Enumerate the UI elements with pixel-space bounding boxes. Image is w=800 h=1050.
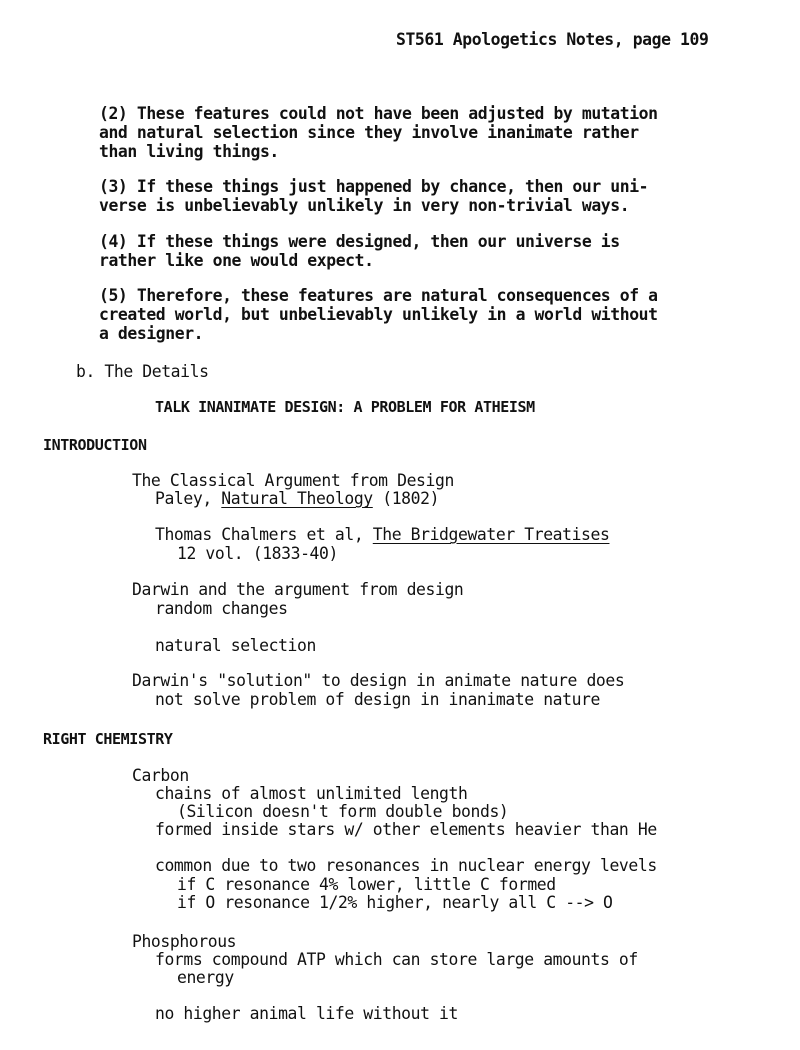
carbon: Carbon [132, 766, 189, 785]
o-resonance: if O resonance 1/2% higher, nearly all C --> O [177, 893, 613, 912]
point-line: (2) These features could not have been adjusted by mutation [99, 104, 658, 123]
point-line: and natural selection since they involve inanimate rather [99, 123, 639, 142]
classical-argument: The Classical Argument from Design [132, 471, 454, 490]
right-chemistry-heading: RIGHT CHEMISTRY [43, 730, 173, 748]
page-header: ST561 Apologetics Notes, page 109 [396, 30, 709, 49]
phosphorous: Phosphorous [132, 932, 237, 951]
introduction-heading: INTRODUCTION [43, 436, 147, 454]
paley-prefix: Paley, [155, 489, 222, 508]
chalmers-volumes: 12 vol. (1833-40) [177, 544, 338, 563]
paley-year: (1802) [372, 489, 440, 508]
talk-title: TALK INANIMATE DESIGN: A PROBLEM FOR ATHEISM [155, 398, 535, 416]
no-higher-life: no higher animal life without it [155, 1004, 458, 1023]
silicon-note: (Silicon doesn't form double bonds) [177, 802, 509, 821]
point-line: created world, but unbelievably unlikely in a world without [99, 305, 658, 324]
darwin-line: Darwin and the argument from design [132, 580, 464, 599]
chalmers-book-title: The Bridgewater Treatises [372, 525, 610, 544]
random-changes: random changes [155, 599, 288, 618]
darwin-solution-cont: not solve problem of design in inanimate nature [155, 690, 600, 709]
carbon-formed: formed inside stars w/ other elements heavier than He [155, 820, 657, 839]
darwin-solution: Darwin's "solution" to design in animate nature does [132, 671, 625, 690]
details-heading: b. The Details [76, 362, 209, 381]
c-resonance: if C resonance 4% lower, little C formed [177, 875, 556, 894]
atp-line: forms compound ATP which can store large amounts of [155, 950, 638, 969]
point-line: (5) Therefore, these features are natural consequences of a [99, 286, 658, 305]
carbon-chains: chains of almost unlimited length [155, 784, 468, 803]
carbon-common: common due to two resonances in nuclear energy levels [155, 856, 657, 875]
point-line: (4) If these things were designed, then our universe is [99, 232, 620, 251]
point-line: rather like one would expect. [99, 251, 374, 270]
point-line: verse is unbelievably unlikely in very non-trivial ways. [99, 196, 630, 215]
natural-selection: natural selection [155, 636, 316, 655]
paley-citation [155, 489, 439, 508]
point-line: than living things. [99, 142, 279, 161]
chalmers-citation [155, 525, 609, 544]
paley-book-title: Natural Theology [221, 489, 373, 508]
point-line: (3) If these things just happened by chance, then our uni- [99, 177, 649, 196]
point-line: a designer. [99, 324, 204, 343]
atp-line-cont: energy [177, 968, 234, 987]
chalmers-prefix: Thomas Chalmers et al, [155, 525, 373, 544]
